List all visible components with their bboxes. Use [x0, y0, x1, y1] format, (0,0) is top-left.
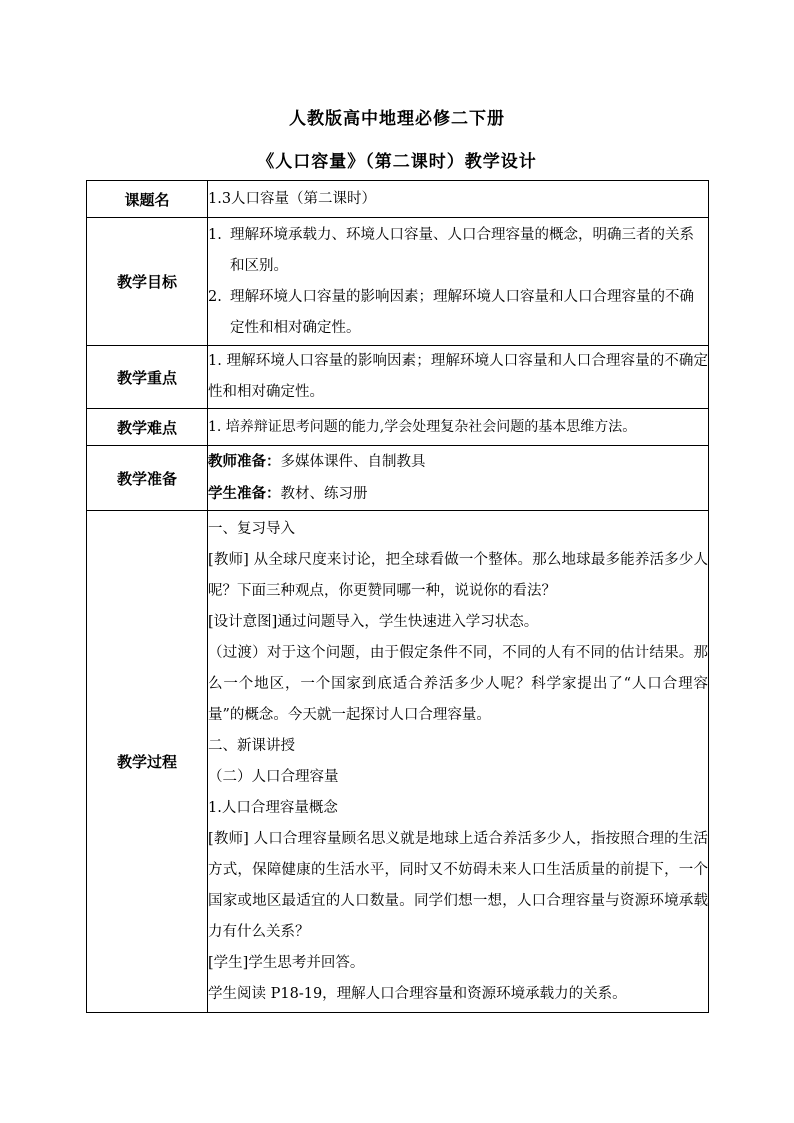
row-label-process: 教学过程	[87, 511, 208, 1013]
process-paragraph: 二、新课讲授	[208, 737, 295, 754]
goals-cell	[208, 218, 709, 346]
table-row-key	[87, 346, 709, 409]
goal-number: 2.	[208, 288, 222, 305]
process-paragraph: [教师] 从全球尺度来讨论，把全球看做一个整体。那么地球最多能养活多少人呢？下面三种观点，你更赞同哪一种，说说你的看法？	[208, 551, 708, 599]
key-value: 1. 理解环境人口容量的影响因素；理解环境人口容量和人口合理容量的不确定性和相对确定性。	[208, 346, 709, 409]
process-paragraph: 1.人口合理容量概念	[208, 799, 338, 816]
teacher-prep	[208, 446, 708, 478]
document-title: 人教版高中地理必修二下册	[289, 109, 505, 129]
student-prep	[208, 478, 708, 510]
goal-item	[208, 282, 708, 344]
process-paragraph: （过渡）对于这个问题，由于假定条件不同，不同的人有不同的估计结果。那么一个地区，一个国家到底适合养活多少人呢？科学家提出了“人口合理容量”的概念。今天就一起探讨人口合理容量。	[208, 644, 708, 723]
document-subtitle: 《人口容量》（第二课时）教学设计	[257, 152, 537, 172]
goal-text: 理解环境承载力、环境人口容量、人口合理容量的概念，明确三者的关系和区别。	[230, 226, 694, 274]
goal-text: 理解环境人口容量的影响因素；理解环境人口容量和人口合理容量的不确定性和相对确定性。	[230, 288, 694, 336]
student-prep-label: 学生准备：	[208, 485, 281, 502]
process-paragraph: 一、复习导入	[208, 520, 295, 537]
goal-item	[208, 220, 708, 282]
process-paragraph: 学生阅读 P18-19，理解人口合理容量和资源环境承载力的关系。	[208, 985, 627, 1002]
process-paragraph: [学生]学生思考并回答。	[208, 954, 365, 971]
process-paragraph: （二）人口合理容量	[208, 768, 339, 785]
teacher-prep-label: 教师准备：	[208, 453, 281, 470]
process-paragraph: [设计意图]通过问题导入，学生快速进入学习状态。	[208, 613, 539, 630]
process-paragraph: [教师] 人口合理容量顾名思义就是地球上适合养活多少人，指按照合理的生活方式，保障健康的生活水平，同时又不妨碍未来人口生活质量的前提下，一个国家或地区最适宜的人口数量。同学们想一想，人口合理容量与资源环境承载力有什么关系？	[208, 830, 708, 940]
lesson-plan-table	[86, 180, 709, 1013]
teacher-prep-value: 多媒体课件、自制教具	[280, 454, 426, 470]
table-row-process	[87, 511, 709, 1013]
table-row-prep	[87, 446, 709, 511]
row-label-goals: 教学目标	[87, 218, 208, 346]
topic-value: 1.3人口容量（第二课时）	[208, 181, 709, 218]
row-label-topic: 课题名	[87, 181, 208, 218]
table-row-goals	[87, 218, 709, 346]
prep-cell	[208, 446, 709, 511]
table-row-topic	[87, 181, 709, 218]
row-label-difficulty: 教学难点	[87, 409, 208, 446]
row-label-prep: 教学准备	[87, 446, 208, 511]
process-cell	[208, 511, 709, 1013]
student-prep-value: 教材、练习册	[280, 486, 368, 502]
goal-number: 1.	[208, 226, 222, 243]
difficulty-value: 1. 培养辩证思考问题的能力,学会处理复杂社会问题的基本思维方法。	[208, 409, 709, 446]
table-row-difficulty	[87, 409, 709, 446]
row-label-key: 教学重点	[87, 346, 208, 409]
